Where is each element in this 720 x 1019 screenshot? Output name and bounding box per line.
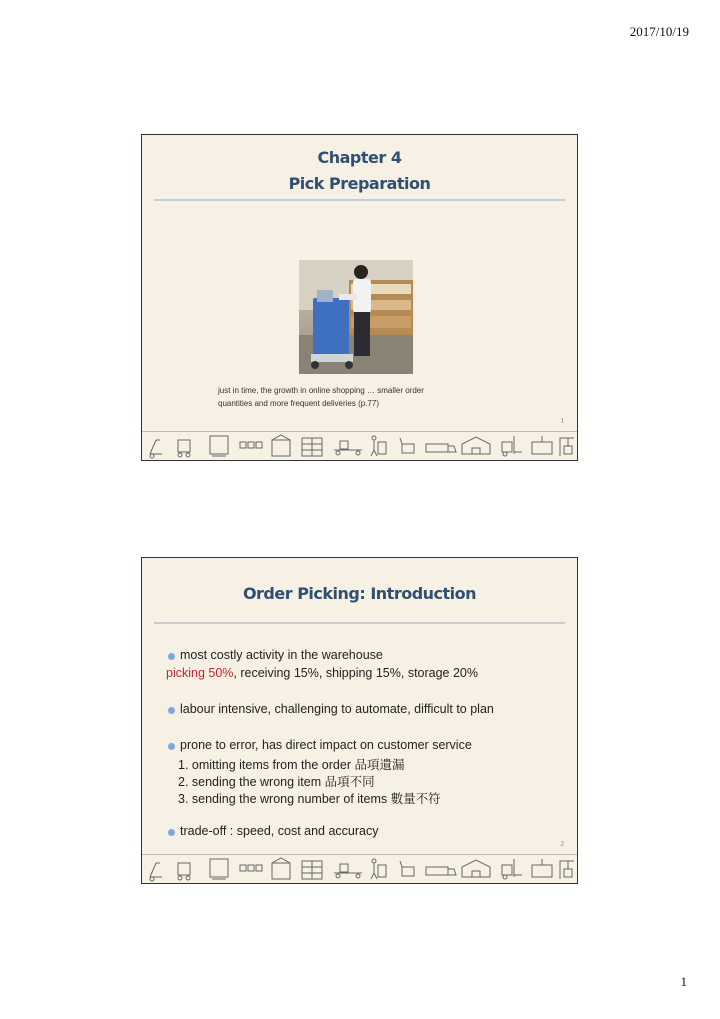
pallet-stack-icon [210, 436, 228, 456]
slide-caption [218, 384, 518, 410]
highlight-text: picking 50% [166, 666, 234, 680]
bullet-item [180, 702, 494, 716]
truck-icon [426, 444, 456, 452]
slide-number: 1 [560, 417, 564, 425]
warehouse-icon [462, 860, 490, 877]
sub-item: 2. sending the wrong item 品項不同 [178, 775, 375, 789]
caption-line: just in time, the growth in online shopping … smaller order [218, 386, 424, 395]
slide-number: 2 [560, 840, 564, 848]
shelf-icon [302, 861, 322, 879]
title-rule [154, 199, 565, 201]
container-icon [532, 436, 552, 454]
conveyor-icon [334, 864, 362, 878]
slide-1 [141, 134, 578, 461]
page-date: 2017/10/19 [629, 24, 689, 39]
sub-item: 3. sending the wrong number of items 數量不符 [178, 792, 441, 806]
conveyor-icon [334, 441, 362, 455]
slide-2 [141, 557, 578, 884]
box-icon [272, 858, 290, 879]
title-rule [154, 622, 565, 624]
bullet-item [180, 648, 383, 662]
sub-item: 1. omitting items from the order 品項遺漏 [178, 758, 405, 772]
forklift-icon [502, 859, 522, 879]
worker-icon [371, 859, 386, 879]
truck-icon [426, 867, 456, 875]
caption-line: quantities and more frequent deliveries (p.77) [218, 399, 379, 408]
forklift-icon [502, 436, 522, 456]
slide-title-line1: Chapter 4 [317, 148, 402, 167]
cart-icon [178, 440, 190, 457]
footer-icon-strip [142, 431, 577, 460]
warehouse-picking-photo [299, 260, 413, 374]
pallet-stack-icon [210, 859, 228, 879]
bullet-dot [168, 653, 175, 660]
bullet-text: most costly activity in the warehouse [180, 648, 383, 662]
bullet-item [180, 824, 379, 838]
crane-icon [560, 861, 574, 879]
boxes-icon [240, 442, 262, 448]
bullet-subline [166, 666, 478, 680]
container-icon [532, 859, 552, 877]
bullet-text: labour intensive, challenging to automate, difficult to plan [180, 702, 494, 716]
bullet-text: trade-off : speed, cost and accuracy [180, 824, 379, 838]
bullet-item [180, 738, 472, 752]
hand-truck-icon [150, 863, 162, 881]
bullet-dot [168, 829, 175, 836]
bullet-text: prone to error, has direct impact on customer service [180, 738, 472, 752]
box-icon [272, 435, 290, 456]
trolley-icon [400, 438, 414, 453]
cart-icon [178, 863, 190, 880]
warehouse-icon [462, 437, 490, 454]
bullet-dot [168, 743, 175, 750]
boxes-icon [240, 865, 262, 871]
slide-title: Order Picking: Introduction [242, 584, 477, 603]
shelf-icon [302, 438, 322, 456]
footer-icon-strip [142, 854, 577, 883]
trolley-icon [400, 861, 414, 876]
worker-icon [371, 436, 386, 456]
bullet-dot [168, 707, 175, 714]
page-number: 1 [680, 974, 687, 989]
subline-text: , receiving 15%, shipping 15%, storage 20% [233, 666, 478, 680]
slide-title-line2: Pick Preparation [288, 174, 431, 193]
crane-icon [560, 438, 574, 456]
hand-truck-icon [150, 440, 162, 458]
